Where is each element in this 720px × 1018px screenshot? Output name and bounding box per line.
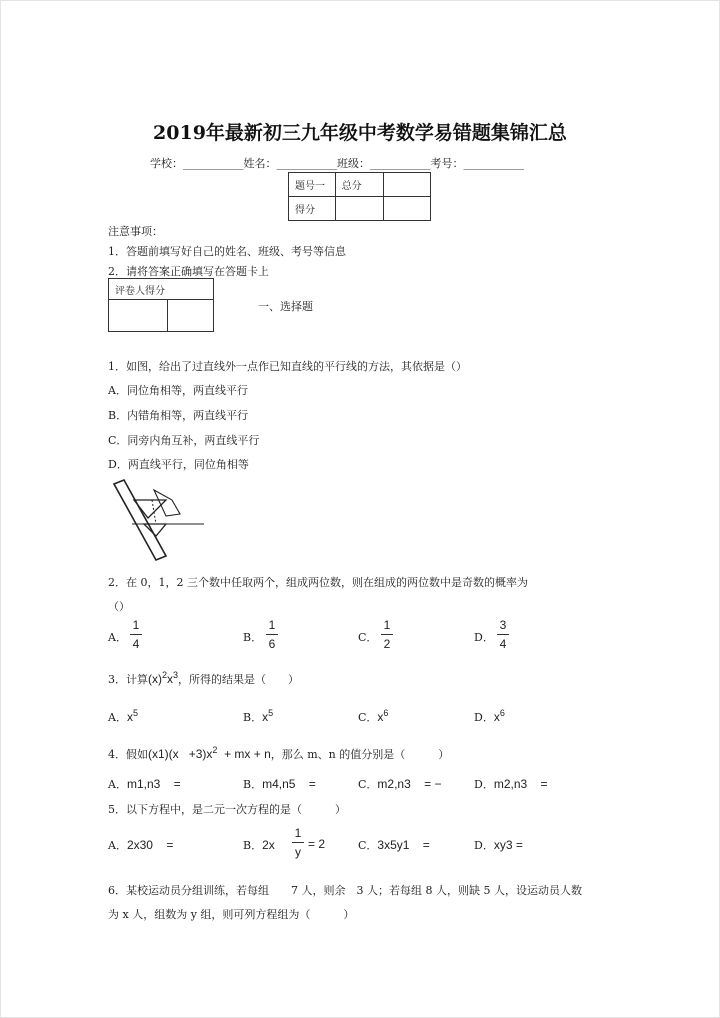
q5-option-c: C．3x5y1 =: [358, 838, 430, 852]
q2-option-a-label: A．: [108, 631, 127, 644]
q1-option-c: C．同旁内角互补，两直线平行: [108, 434, 260, 447]
q4-option-c: C．m2,n3 = −: [358, 777, 442, 791]
q3-stem: 3．计算$(x)^2x^3$，所得的结果是（ ）: [108, 670, 300, 686]
q3-option-a: A．$x^5$: [108, 708, 138, 724]
q6-stem-line-1: 6．某校运动员分组训练，若每组 7 人，则余 3 人；若每组 8 人，则缺 5 人，设运动员人数: [108, 884, 582, 897]
q1-ruler-triangle-figure: [108, 478, 210, 562]
student-info-line: 学校：___________姓名：___________班级：___________考号：___________: [150, 157, 524, 170]
score-table: [288, 172, 431, 221]
q2-option-d-label: D．: [474, 631, 494, 644]
q5-option-b-label: B．2x: [243, 838, 275, 852]
triangle-upper: [134, 500, 166, 518]
dashed-guide: [152, 500, 156, 524]
triangle-lower: [144, 524, 166, 536]
q2-option-b-fraction: 1 6: [266, 618, 278, 651]
q4-option-d: D．m2,n3 =: [474, 777, 548, 791]
q2-option-c-fraction: 1 2: [381, 618, 393, 651]
score-table-label-score: 得分: [289, 197, 336, 221]
score-table-cell: [335, 197, 384, 221]
q3-option-b: B．$x^5$: [243, 708, 274, 724]
grader-table-label: 评卷人得分: [109, 279, 214, 300]
section-heading: 一、选择题: [258, 300, 313, 313]
score-table-cell: [384, 197, 431, 221]
q4-option-b: B．m4,n5 =: [243, 777, 316, 791]
grader-table: [108, 278, 214, 332]
score-table-cell: [384, 173, 431, 197]
q2-stem: 2．在 0，1，2 三个数中任取两个，组成两位数，则在组成的两位数中是奇数的概率为: [108, 576, 528, 589]
q2-stem-paren: （）: [108, 600, 130, 613]
score-table-header-number: 题号一: [289, 173, 336, 197]
q5-option-d: D．xy3 =: [474, 838, 523, 852]
q1-option-a: A．同位角相等，两直线平行: [108, 384, 248, 397]
q5-option-b-tail: = 2: [308, 837, 326, 851]
page-title: 2019年最新初三九年级中考数学易错题集锦汇总: [153, 122, 567, 144]
q5-stem: 5．以下方程中，是二元一次方程的是（ ）: [108, 803, 346, 816]
note-item-2: 2．请将答案正确填写在答题卡上: [108, 265, 269, 278]
q2-option-a-fraction: 1 4: [130, 618, 142, 651]
q3-option-c: C．$x^6$: [358, 708, 389, 724]
q5-option-a: A．2x30 =: [108, 838, 174, 852]
q2-option-d-fraction: 3 4: [497, 618, 509, 651]
q4-option-a: A．m1,n3 =: [108, 777, 181, 791]
score-table-header-total: 总分: [335, 173, 384, 197]
grader-table-cell: [168, 300, 214, 332]
q5-option-b-fraction: 1 y: [292, 826, 304, 859]
q2-option-b-label: B．: [243, 631, 263, 644]
q1-option-d: D．两直线平行，同位角相等: [108, 458, 249, 471]
q3-option-d: D．$x^6$: [474, 708, 505, 724]
notes-heading: 注意事项：: [108, 225, 163, 238]
note-item-1: 1．答题前填写好自己的姓名、班级、考号等信息: [108, 245, 346, 258]
q1-stem: 1．如图，给出了过直线外一点作已知直线的平行线的方法，其依据是（）: [108, 360, 467, 373]
q6-stem-line-2: 为 x 人，组数为 y 组，则可列方程组为（ ）: [108, 908, 355, 921]
q1-option-b: B．内错角相等，两直线平行: [108, 409, 249, 422]
q4-stem: 4．假如(x1)(x $+3)x^2$ + mx + n，那么 m、n 的值分别是（ ）: [108, 745, 450, 761]
grader-table-cell: [109, 300, 168, 332]
q2-option-c-label: C．: [358, 631, 378, 644]
triangle-outline: [154, 490, 180, 516]
